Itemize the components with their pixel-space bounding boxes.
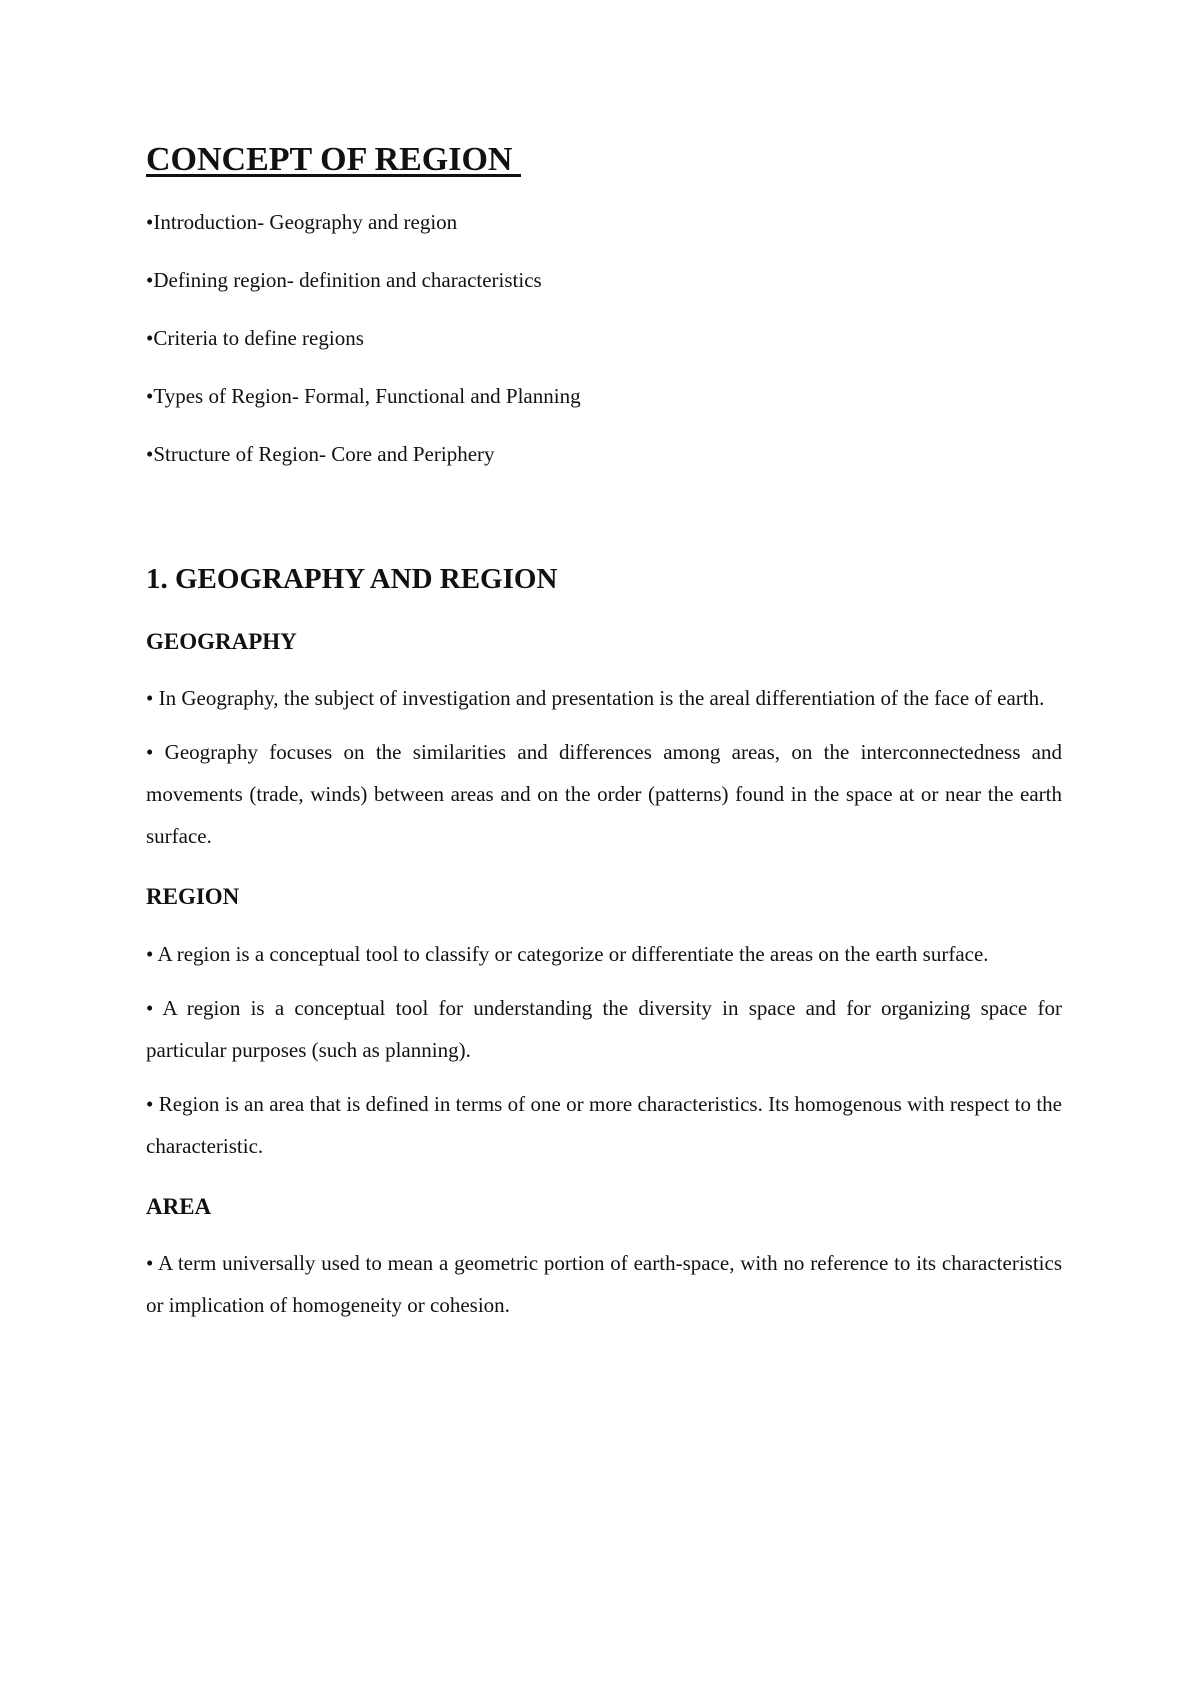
section-heading-geography-and-region: 1. GEOGRAPHY AND REGION bbox=[146, 562, 558, 595]
subheading-region: REGION bbox=[146, 884, 240, 910]
outline-item: •Types of Region- Formal, Functional and Planning bbox=[146, 383, 581, 408]
region-paragraph: • Region is an area that is defined in terms of one or more characteristics. Its homogenous with respect to the characteristic. bbox=[146, 1091, 1062, 1158]
document-title: CONCEPT OF REGION bbox=[146, 141, 521, 178]
document-page bbox=[146, 140, 1062, 1326]
geography-paragraph: • Geography focuses on the similarities and differences among areas, on the interconnectedness and movements (trade, winds) between areas and on the order (patterns) found in the space at or near the earth surface. bbox=[146, 740, 1062, 849]
geography-paragraph: • In Geography, the subject of investigation and presentation is the areal differentiation of the face of earth. bbox=[146, 686, 1045, 711]
subheading-geography: GEOGRAPHY bbox=[146, 628, 297, 654]
outline-item: •Structure of Region- Core and Periphery bbox=[146, 441, 495, 466]
outline-item: •Defining region- definition and characteristics bbox=[146, 267, 542, 292]
region-paragraph: • A region is a conceptual tool to classify or categorize or differentiate the areas on the earth surface. bbox=[146, 941, 989, 966]
outline-item: •Criteria to define regions bbox=[146, 325, 364, 350]
topic-outline-list bbox=[146, 207, 1062, 469]
area-paragraph: • A term universally used to mean a geometric portion of earth-space, with no reference to its characteristics or implication of homogeneity or cohesion. bbox=[146, 1251, 1062, 1318]
subheading-area: AREA bbox=[146, 1193, 212, 1219]
region-paragraph: • A region is a conceptual tool for understanding the diversity in space and for organizing space for particular purposes (such as planning). bbox=[146, 995, 1062, 1062]
outline-item: •Introduction- Geography and region bbox=[146, 209, 458, 234]
